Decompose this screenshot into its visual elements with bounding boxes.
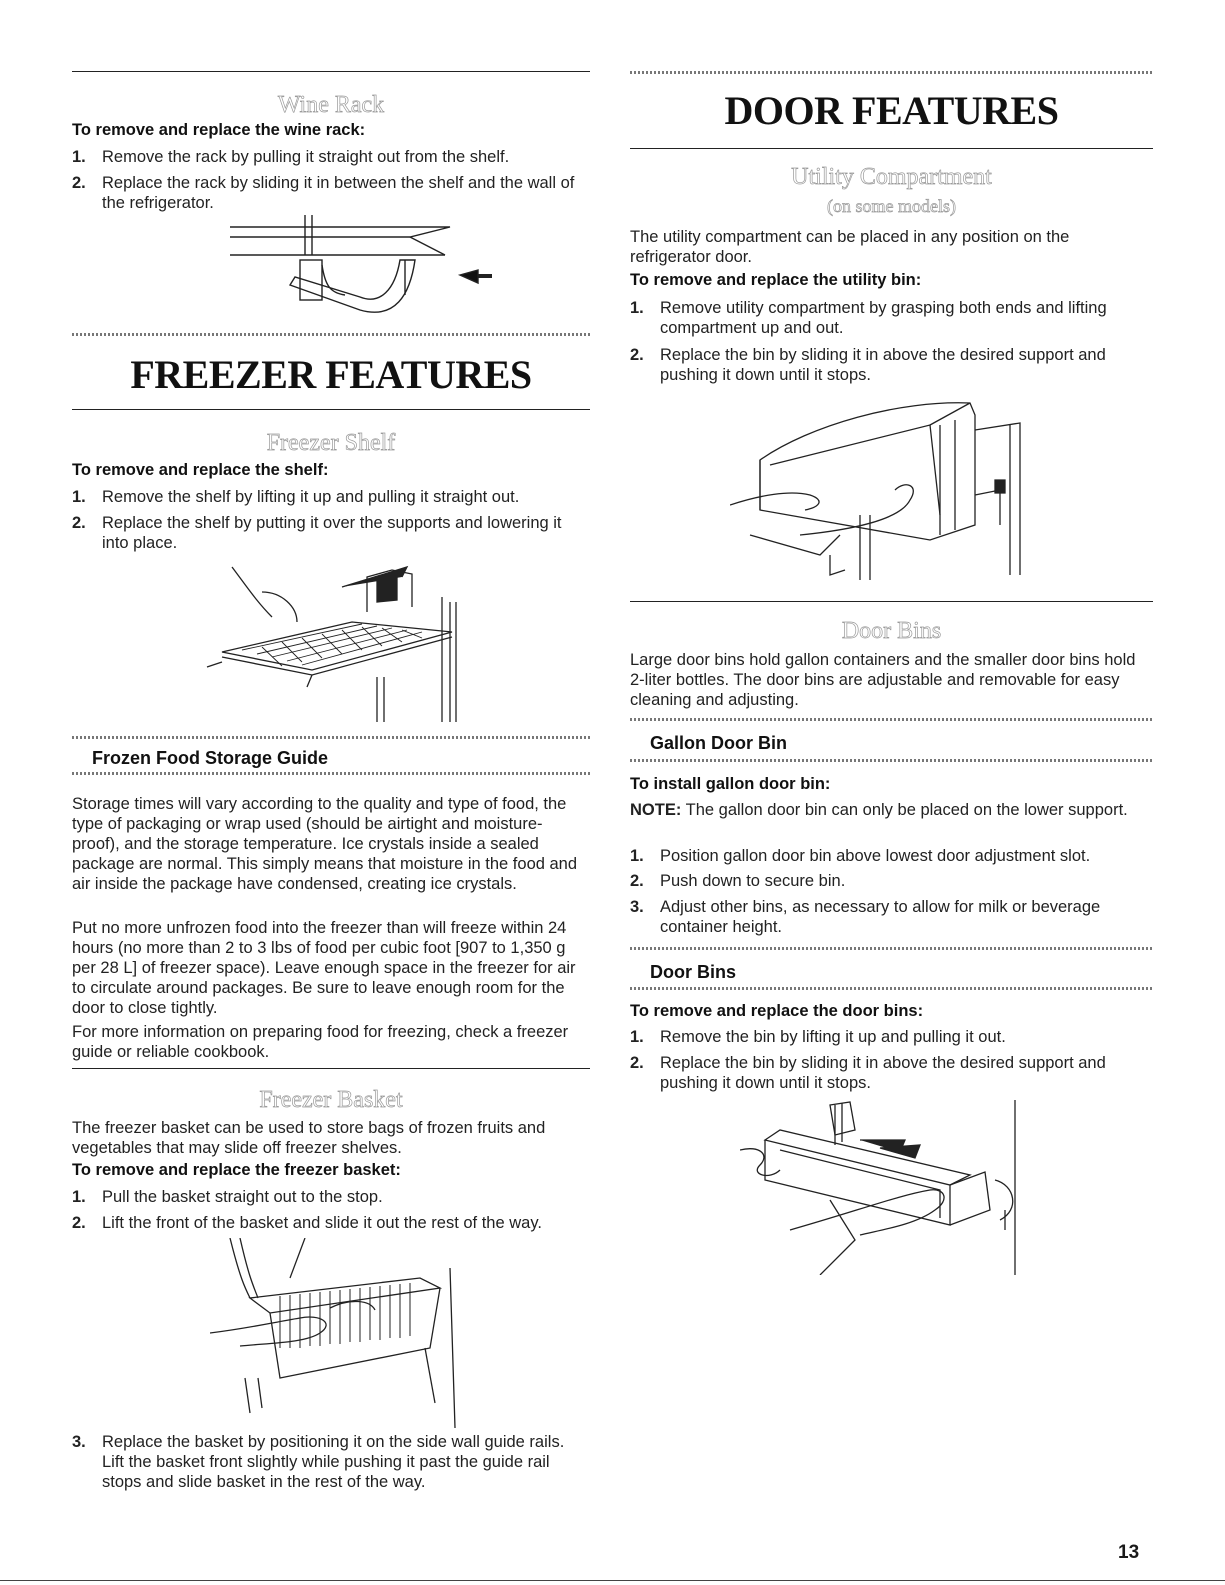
step-number: 1. xyxy=(630,847,644,865)
utility-compartment-title: Utility Compartment xyxy=(791,164,992,190)
list-item xyxy=(72,1187,590,1207)
wine-rack-instruction: To remove and replace the wine rack: xyxy=(72,121,366,139)
utility-intro: The utility compartment can be placed in any position on the refrigerator door. xyxy=(630,228,1070,266)
freezer-basket-title: Freezer Basket xyxy=(259,1087,403,1113)
divider xyxy=(630,148,1153,149)
step-text: Replace the bin by sliding it in above the desired support and pushing it down until it stops. xyxy=(660,1054,1106,1092)
divider xyxy=(72,409,590,410)
list-item xyxy=(72,487,590,507)
list-item xyxy=(630,1053,1153,1093)
step-number: 1. xyxy=(72,488,86,506)
step-number: 1. xyxy=(72,1188,86,1206)
door-bin-illustration xyxy=(740,1100,1040,1275)
wine-rack-illustration xyxy=(220,215,520,325)
utility-instruction: To remove and replace the utility bin: xyxy=(630,271,922,289)
step-text: Adjust other bins, as necessary to allow for milk or beverage container height. xyxy=(660,898,1101,936)
list-item xyxy=(72,147,590,167)
freezer-features-title: FREEZER FEATURES xyxy=(130,352,532,397)
note-text: The gallon door bin can only be placed on the lower support. xyxy=(681,801,1128,819)
step-number: 2. xyxy=(630,1054,644,1072)
utility-compartment-illustration xyxy=(730,395,1040,585)
step-number: 1. xyxy=(72,148,86,166)
storage-guide-title: Frozen Food Storage Guide xyxy=(92,748,329,768)
step-number: 2. xyxy=(72,1214,86,1232)
dotted-divider xyxy=(72,736,590,739)
door-bins-title: Door Bins xyxy=(841,618,942,644)
freezer-shelf-illustration xyxy=(202,562,472,727)
step-number: 2. xyxy=(630,872,644,890)
dotted-divider xyxy=(630,987,1153,990)
step-number: 2. xyxy=(630,346,644,364)
step-number: 3. xyxy=(630,898,644,916)
list-item xyxy=(630,345,1153,385)
dotted-divider xyxy=(72,772,590,775)
paragraph: Put no more unfrozen food into the freezer than will freeze within 24 hours (no more than 2 to 3 lbs of food per cubic foot [907 to 1,350 g per 28 L] of freezer space). Leave enough space in the freezer for air to circulate around packages. Be sure to leave enough room for the door to close tightly. xyxy=(72,919,576,1017)
wine-rack-title: Wine Rack xyxy=(277,92,385,118)
gallon-bin-title: Gallon Door Bin xyxy=(650,733,787,753)
step-number: 3. xyxy=(72,1433,86,1451)
storage-guide-paragraph xyxy=(72,918,590,1018)
freezer-basket-intro: The freezer basket can be used to store bags of frozen fruits and vegetables that may slide off freezer shelves. xyxy=(72,1119,546,1157)
note-label: NOTE: xyxy=(630,801,682,819)
freezer-shelf-instruction: To remove and replace the shelf: xyxy=(72,461,329,479)
gallon-bin-instruction: To install gallon door bin: xyxy=(630,775,831,793)
step-text: Remove utility compartment by grasping both ends and lifting compartment up and out. xyxy=(660,299,1107,337)
step-text: Remove the bin by lifting it up and pulling it out. xyxy=(660,1028,1006,1046)
list-item xyxy=(72,513,590,553)
step-text: Replace the basket by positioning it on the side wall guide rails. Lift the basket front slightly while pushing it past the guide rail stops and slide basket in the rest of the way. xyxy=(102,1433,565,1491)
list-item xyxy=(630,871,1153,891)
freezer-basket-instruction: To remove and replace the freezer basket: xyxy=(72,1161,401,1179)
step-text: Remove the rack by pulling it straight out from the shelf. xyxy=(102,148,510,166)
list-item xyxy=(72,1213,590,1233)
freezer-basket-illustration xyxy=(210,1238,470,1428)
gallon-bin-note xyxy=(630,800,1153,820)
step-text: Replace the shelf by putting it over the supports and lowering it into place. xyxy=(102,514,562,552)
page-bottom-rule xyxy=(0,1580,1225,1581)
door-bins-subtitle: Door Bins xyxy=(650,962,737,982)
dotted-divider xyxy=(630,947,1153,950)
list-item xyxy=(72,173,590,213)
step-text: Replace the bin by sliding it in above the desired support and pushing it down until it stops. xyxy=(660,346,1106,384)
page-number: 13 xyxy=(1118,1542,1140,1563)
dotted-divider xyxy=(630,759,1153,762)
utility-compartment-subtitle: (on some models) xyxy=(827,196,956,216)
paragraph: Storage times will vary according to the quality and type of food, the type of packaging or wrap used (should be airtight and moisture-proof), and the storage temperature. Ice crystals inside a sealed package are normal. This simply means that moisture in the food and air inside the package have condensed, creating ice crystals. xyxy=(72,795,578,893)
step-text: Remove the shelf by lifting it up and pulling it straight out. xyxy=(102,488,520,506)
list-item xyxy=(72,1432,590,1492)
step-text: Replace the rack by sliding it in between the shelf and the wall of the refrigerator. xyxy=(102,174,575,212)
step-number: 2. xyxy=(72,514,86,532)
door-bins-intro: Large door bins hold gallon containers and the smaller door bins hold 2-liter bottles. The door bins are adjustable and removable for easy cleaning and adjusting. xyxy=(630,651,1136,709)
divider xyxy=(72,71,590,72)
step-text: Position gallon door bin above lowest door adjustment slot. xyxy=(660,847,1091,865)
dotted-divider xyxy=(72,333,590,336)
dotted-divider xyxy=(630,71,1153,74)
divider xyxy=(630,601,1153,602)
paragraph: For more information on preparing food for freezing, check a freezer guide or reliable cookbook. xyxy=(72,1023,569,1061)
storage-guide-paragraph xyxy=(72,794,590,894)
list-item xyxy=(630,897,1153,937)
step-text: Push down to secure bin. xyxy=(660,872,846,890)
step-number: 2. xyxy=(72,174,86,192)
list-item xyxy=(630,1027,1153,1047)
divider xyxy=(72,1068,590,1069)
freezer-shelf-title: Freezer Shelf xyxy=(266,430,396,456)
door-bins-instruction: To remove and replace the door bins: xyxy=(630,1002,924,1020)
list-item xyxy=(630,298,1153,338)
storage-guide-paragraph xyxy=(72,1022,590,1062)
step-number: 1. xyxy=(630,1028,644,1046)
door-features-title: DOOR FEATURES xyxy=(724,88,1059,133)
list-item xyxy=(630,846,1153,866)
step-text: Pull the basket straight out to the stop. xyxy=(102,1188,383,1206)
dotted-divider xyxy=(630,718,1153,721)
step-number: 1. xyxy=(630,299,644,317)
step-text: Lift the front of the basket and slide it out the rest of the way. xyxy=(102,1214,542,1232)
